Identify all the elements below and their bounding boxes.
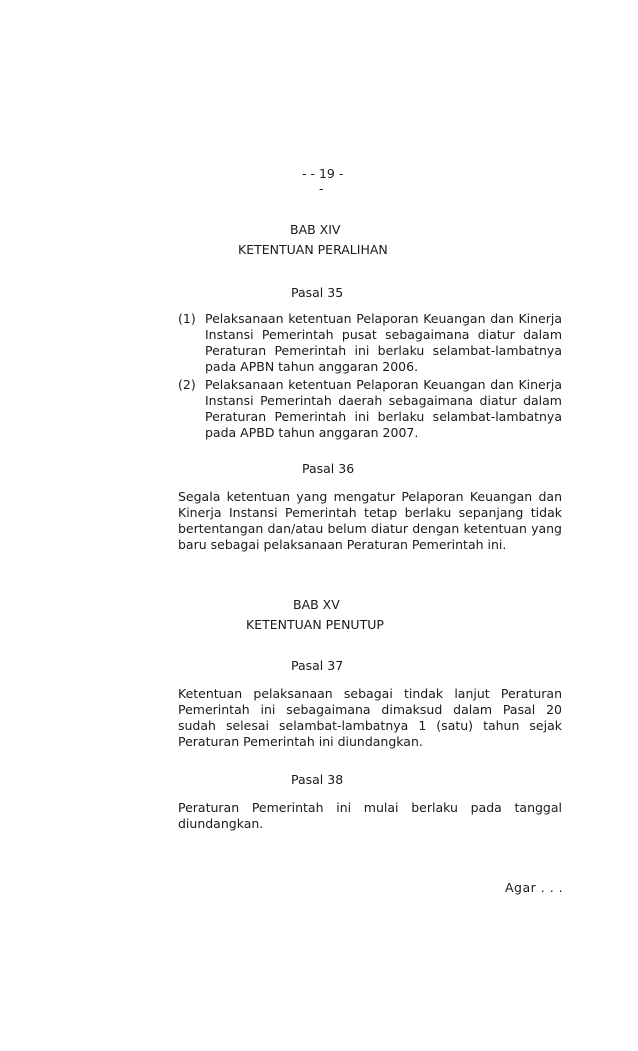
article-heading: Pasal 38 — [291, 772, 344, 787]
article-heading: Pasal 37 — [291, 658, 344, 673]
article-heading: Pasal 35 — [291, 285, 344, 300]
chapter-subtitle: KETENTUAN PERALIHAN — [238, 242, 388, 257]
article-paragraph: Segala ketentuan yang mengatur Pelaporan Keuangan dan Kinerja Instansi Pemerintah tetap berlaku sepanjang tidak bertentangan dan/atau belum diatur dengan ketentuan yang baru sebagai pelaksanaan Peraturan Pemerintah ini. — [178, 489, 562, 552]
chapter-subtitle: KETENTUAN PENUTUP — [246, 617, 384, 632]
page-number-dash: - — [319, 181, 324, 196]
article-heading: Pasal 36 — [302, 461, 355, 476]
page-number: - - 19 - — [302, 166, 344, 181]
clause-number: (2) — [178, 377, 196, 392]
article-paragraph: Ketentuan pelaksanaan sebagai tindak lanjut Peraturan Pemerintah ini sebagaimana dimaksud dalam Pasal 20 sudah selesai selambat-lambatnya 1 (satu) tahun sejak Peraturan Pemerintah ini diundangkan. — [178, 686, 562, 749]
page-continuation: Agar . . . — [505, 880, 564, 895]
chapter-title: BAB XV — [293, 597, 340, 612]
chapter-title: BAB XIV — [290, 222, 341, 237]
clause-number: (1) — [178, 311, 196, 326]
article-paragraph: Peraturan Pemerintah ini mulai berlaku pada tanggal diundangkan. — [178, 800, 562, 831]
clause-text: Pelaksanaan ketentuan Pelaporan Keuangan dan Kinerja Instansi Pemerintah pusat sebagaimana diatur dalam Peraturan Pemerintah ini berlaku selambat-lambatnya pada APBN tahun anggaran 2006. — [205, 311, 562, 374]
clause-text: Pelaksanaan ketentuan Pelaporan Keuangan dan Kinerja Instansi Pemerintah daerah sebagaimana diatur dalam Peraturan Pemerintah ini berlaku selambat-lambatnya pada APBD tahun anggaran 2007. — [205, 377, 562, 440]
